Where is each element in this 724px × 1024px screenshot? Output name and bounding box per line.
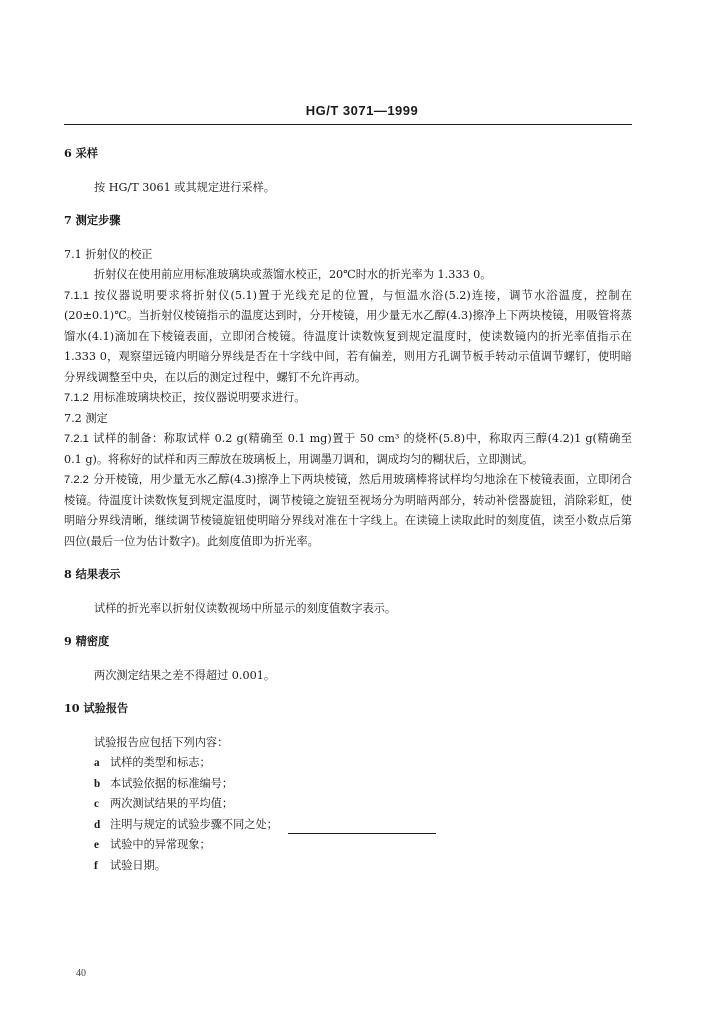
section-7-1-2 xyxy=(64,388,632,409)
list-item-letter: d xyxy=(94,818,101,831)
section-10-intro: 试验报告应包括下列内容： xyxy=(94,735,229,749)
list-item-text: 试验中的异常现象； xyxy=(110,838,211,851)
section-7-1-body: 折射仪在使用前应用标准玻璃块或蒸馏水校正，20℃时水的折光率为 1.333 0。 xyxy=(94,268,492,281)
list-item-text: 本试验依据的标准编号； xyxy=(110,776,234,790)
list-item-letter: e xyxy=(94,839,99,851)
list-item-text: 注明与规定的试验步骤不同之处； xyxy=(110,817,278,831)
list-item xyxy=(94,815,632,836)
section-7-2-2-number: 7.2.2 xyxy=(64,474,89,486)
section-7-1-1 xyxy=(64,286,632,389)
section-7-2-2-text: 分开棱镜，用少量无水乙醇(4.3)擦净上下两块棱镜，然后用玻璃棒将试样均匀地涂在下棱镜表面，立即闭合棱镜。待温度计读数恢复到规定温度时，调节棱镜之旋钮至视场分为明暗两部分，转动补偿器旋钮，消除彩虹，使明暗分界线清晰，继续调节棱镜旋钮使明暗分界线对准在十字线上。在读镜上读取此时的刻度值，读至小数点后第四位(最后一位为估计数字)。此刻度值即为折光率。 xyxy=(64,473,632,548)
list-item-text: 试验日期。 xyxy=(110,858,166,872)
section-7-1-2-text: 用标准玻璃块校正，按仪器说明要求进行。 xyxy=(92,391,306,404)
section-9-body: 两次测定结果之差不得超过 0.001。 xyxy=(94,668,276,682)
report-contents-list xyxy=(64,753,632,876)
list-item xyxy=(94,794,632,815)
section-7-1-2-number: 7.1.2 xyxy=(64,392,89,404)
list-item xyxy=(94,774,632,795)
list-item xyxy=(94,835,632,856)
list-item-text: 试样的类型和标志； xyxy=(110,756,211,769)
section-7-1-1-number: 7.1.1 xyxy=(64,289,89,302)
list-item xyxy=(94,753,632,774)
document-body xyxy=(64,143,632,876)
standard-header: HG/T 3071—1999 xyxy=(305,103,419,118)
section-7-2-1-number: 7.2.1 xyxy=(64,433,89,445)
header-rule xyxy=(64,124,632,125)
list-item-letter: c xyxy=(94,798,99,810)
end-rule xyxy=(288,833,436,834)
section-7-2-title: 7.2 测定 xyxy=(64,411,108,425)
section-8-body: 试样的折光率以折射仪读数视场中所显示的刻度值数字表示。 xyxy=(94,601,397,615)
list-item-letter: a xyxy=(94,757,100,769)
section-7-1-title: 7.1 折射仪的校正 xyxy=(64,247,153,261)
section-9-title: 9 精密度 xyxy=(64,634,110,648)
section-8-title: 8 结果表示 xyxy=(64,567,121,581)
section-7-2-2 xyxy=(64,470,632,552)
section-10-title: 10 试验报告 xyxy=(64,701,129,715)
page-number: 40 xyxy=(76,968,86,979)
section-7-2-1 xyxy=(64,429,632,470)
section-6-title: 6 采样 xyxy=(64,146,99,160)
list-item-text: 两次测试结果的平均值； xyxy=(110,797,234,810)
list-item-letter: f xyxy=(94,859,98,872)
section-7-2-1-text: 试样的制备：称取试样 0.2 g(精确至 0.1 mg)置于 50 cm³ 的烧杯(5.8)中，称取丙三醇(4.2)1 g(精确至 0.1 g)。将称好的试样和丙三醇放在玻璃板上，用调墨刀调和，调成均匀的糊状后，立即测试。 xyxy=(64,432,632,466)
section-7-1-1-text: 按仪器说明要求将折射仪(5.1)置于光线充足的位置，与恒温水浴(5.2)连接，调节水浴温度，控制在(20±0.1)℃。当折射仪棱镜指示的温度达到时，分开棱镜，用少量无水乙醇(4.3)擦净上下两块棱镜，用吸管将蒸馏水(4.1)滴加在下棱镜表面，立即闭合棱镜。待温度计读数恢复到规定温度时，使读数镜内的折光率值指示在 1.333 0，观察望远镜内明暗分界线是否在十字线中间，若有偏差，则用方孔调节板手转动示值调节螺钉，使明暗分界线调整至中央，在以后的测定过程中，螺钉不允许再动。 xyxy=(64,288,632,384)
section-6-body: 按 HG/T 3061 或其规定进行采样。 xyxy=(94,180,275,194)
section-7-title: 7 测定步骤 xyxy=(64,213,121,227)
list-item xyxy=(94,856,632,877)
list-item-letter: b xyxy=(94,777,101,790)
